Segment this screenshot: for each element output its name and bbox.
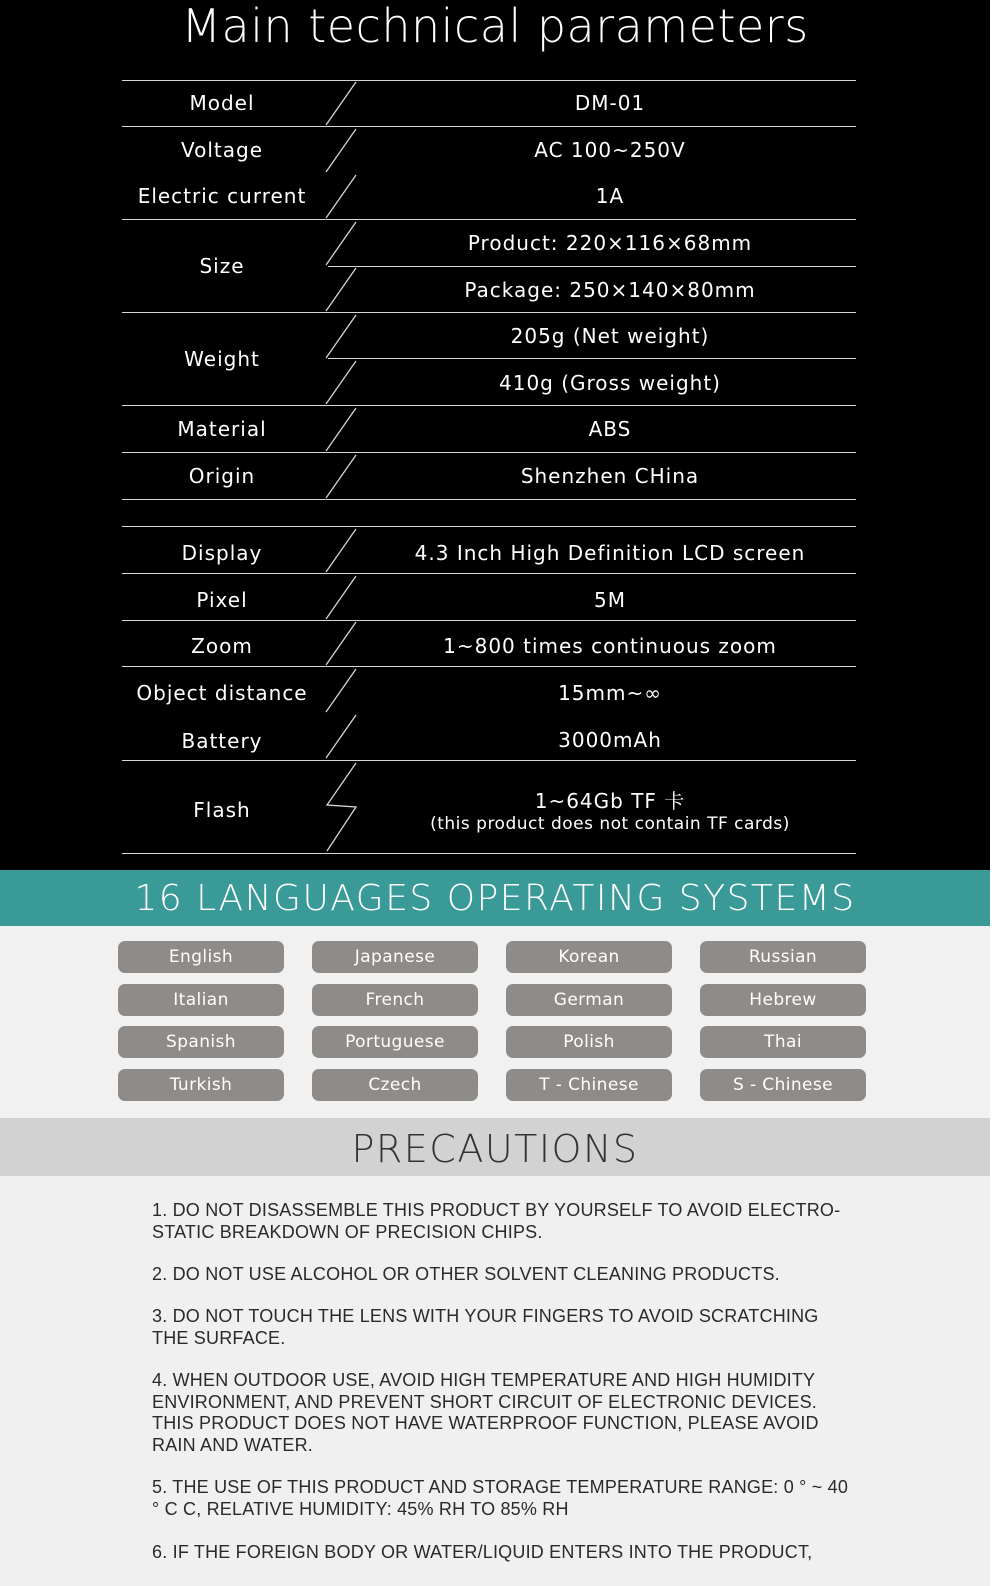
language-russian: Russian bbox=[700, 941, 866, 973]
spec-label-size: Size bbox=[199, 254, 245, 278]
spec-value-voltage: AC 100~250V bbox=[534, 138, 686, 162]
slash-divider bbox=[324, 313, 360, 359]
language-polish: Polish bbox=[506, 1026, 672, 1058]
spec-label-origin: Origin bbox=[188, 464, 256, 488]
slash-divider bbox=[324, 406, 360, 452]
language-czech: Czech bbox=[312, 1069, 478, 1101]
spec-value-battery: 3000mAh bbox=[558, 728, 662, 752]
language-hebrew: Hebrew bbox=[700, 984, 866, 1016]
spec-value-zoom: 1~800 times continuous zoom bbox=[443, 634, 777, 658]
spec-label-model: Model bbox=[189, 91, 255, 115]
spec-value-size-product: Product: 220×116×68mm bbox=[467, 231, 753, 255]
slash-divider bbox=[324, 574, 360, 620]
right-margin bbox=[990, 0, 1000, 1586]
slash-divider bbox=[324, 359, 360, 405]
rule bbox=[354, 526, 856, 527]
precaution-item: 4. WHEN OUTDOOR USE, AVOID HIGH TEMPERATURE AND HIGH HUMIDITY ENVIRONMENT, AND PREVENT SHORT CIRCUIT OF ELECTRONIC DEVICES. THIS PRODUCT DOES NOT HAVE WATERPROOF FUNCTION, PLEASE AVOID RAIN AND WATER. bbox=[152, 1370, 819, 1455]
spec-label-current: Electric current bbox=[137, 184, 307, 208]
spec-value-pixel: 5M bbox=[594, 588, 626, 612]
spec-value-size-package: Package: 250×140×80mm bbox=[464, 278, 756, 302]
precautions-title: PRECAUTIONS bbox=[351, 1127, 639, 1171]
language-spanish: Spanish bbox=[118, 1026, 284, 1058]
language-turkish: Turkish bbox=[118, 1069, 284, 1101]
slash-divider bbox=[324, 220, 360, 266]
language-s-chinese: S - Chinese bbox=[700, 1069, 866, 1101]
spec-label-voltage: Voltage bbox=[180, 138, 264, 162]
spec-value-flash-note: (this product does not contain TF cards) bbox=[430, 814, 790, 834]
language-german: German bbox=[506, 984, 672, 1016]
spec-label-pixel: Pixel bbox=[196, 588, 248, 612]
language-italian: Italian bbox=[118, 984, 284, 1016]
precaution-item: 3. DO NOT TOUCH THE LENS WITH YOUR FINGERS TO AVOID SCRATCHING THE SURFACE. bbox=[152, 1306, 819, 1348]
language-english: English bbox=[118, 941, 284, 973]
spec-label-weight: Weight bbox=[184, 347, 260, 371]
slash-divider bbox=[324, 453, 360, 499]
languages-title: 16 LANGUAGES OPERATING SYSTEMS bbox=[134, 877, 856, 919]
spec-label-material: Material bbox=[177, 417, 267, 441]
spec-label-flash: Flash bbox=[193, 798, 251, 822]
language-japanese: Japanese bbox=[312, 941, 478, 973]
language-thai: Thai bbox=[700, 1026, 866, 1058]
precaution-item: 1. DO NOT DISASSEMBLE THIS PRODUCT BY YOURSELF TO AVOID ELECTRO-STATIC BREAKDOWN OF PRECISION CHIPS. bbox=[152, 1200, 841, 1242]
spec-value-display: 4.3 Inch High Definition LCD screen bbox=[414, 541, 806, 565]
spec-value-origin: Shenzhen CHina bbox=[520, 464, 700, 488]
slash-divider bbox=[324, 173, 360, 219]
slash-divider bbox=[324, 713, 360, 759]
slash-divider bbox=[324, 80, 360, 126]
slash-divider bbox=[324, 127, 360, 173]
language-portuguese: Portuguese bbox=[312, 1026, 478, 1058]
language-t-chinese: T - Chinese bbox=[506, 1069, 672, 1101]
precaution-item: 2. DO NOT USE ALCOHOL OR OTHER SOLVENT CLEANING PRODUCTS. bbox=[152, 1264, 780, 1284]
spec-value-object-distance: 15mm~∞ bbox=[558, 681, 662, 705]
slash-divider bbox=[324, 761, 360, 807]
slash-divider bbox=[324, 620, 360, 666]
spec-title: Main technical parameters bbox=[181, 0, 809, 53]
precaution-item: 5. THE USE OF THIS PRODUCT AND STORAGE TEMPERATURE RANGE: 0 ° ~ 40 ° C C, RELATIVE HUMIDITY: 45% RH TO 85% RH bbox=[152, 1477, 849, 1519]
precaution-item: 6. IF THE FOREIGN BODY OR WATER/LIQUID ENTERS INTO THE PRODUCT, bbox=[152, 1542, 813, 1562]
spec-value-material: ABS bbox=[588, 417, 632, 441]
slash-divider bbox=[324, 667, 360, 713]
spec-label-display: Display bbox=[181, 541, 263, 565]
spec-label-object-distance: Object distance bbox=[136, 681, 308, 705]
spec-value-flash: 1~64Gb TF 卡 bbox=[534, 788, 686, 813]
spec-value-weight-net: 205g (Net weight) bbox=[510, 324, 710, 348]
slash-divider bbox=[324, 266, 360, 312]
spec-value-current: 1A bbox=[595, 184, 625, 208]
language-french: French bbox=[312, 984, 478, 1016]
slash-divider bbox=[324, 527, 360, 573]
language-korean: Korean bbox=[506, 941, 672, 973]
spec-label-zoom: Zoom bbox=[191, 634, 253, 658]
languages-grid bbox=[0, 926, 990, 1118]
spec-label-battery: Battery bbox=[181, 729, 263, 753]
spec-value-weight-gross: 410g (Gross weight) bbox=[499, 371, 721, 395]
rule bbox=[122, 499, 856, 500]
spec-value-model: DM-01 bbox=[574, 91, 646, 115]
